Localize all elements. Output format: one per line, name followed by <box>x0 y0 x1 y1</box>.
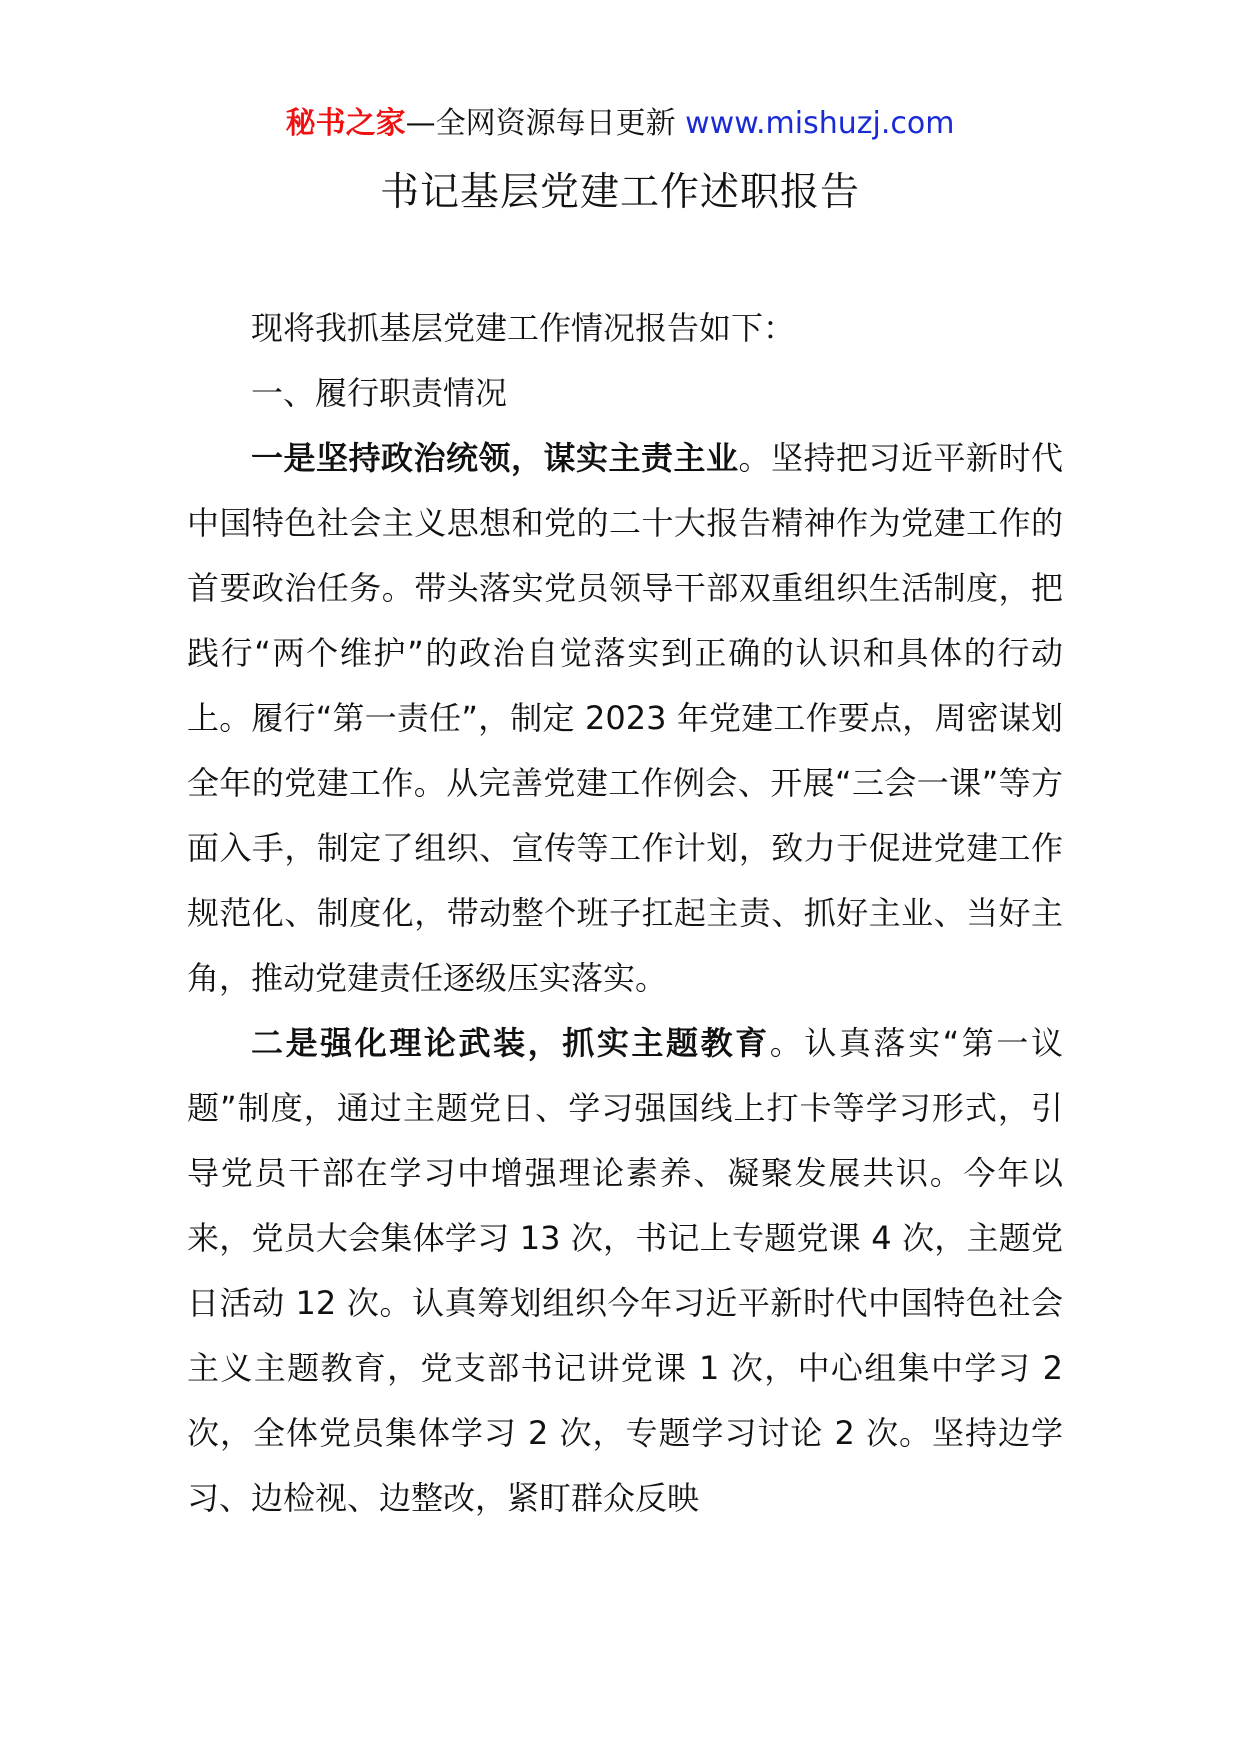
intro-paragraph: 现将我抓基层党建工作情况报告如下： <box>251 309 796 347</box>
site-tagline: —全网资源每日更新 <box>405 106 686 141</box>
paragraph-text: 。认真落实“第一议题”制度，通过主题党日、学习强国线上打卡等学习形式，引导党员干部在学习中增强理论素养、凝聚发展共识。今年以来，党员大会集体学习 13 次，书记上专题党课 4 次，主题党日活动 12 次。认真筹划组织今年习近平新时代中国特色社会主义主题教育，党支部书记讲党课 1 次，中心组集中学习 2 次，全体党员集体学习 2 次，专题学习讨论 2 次。坚持边学习、边检视、边整改，紧盯群众反映 <box>187 1024 1063 1517</box>
body-paragraph <box>187 1011 1063 1531</box>
section-heading: 一、履行职责情况 <box>251 374 508 412</box>
site-url-link[interactable]: www.mishuzj.com <box>685 106 955 141</box>
body-paragraph <box>187 426 1063 1011</box>
paragraph-lead: 一是坚持政治统领，谋实主责主业 <box>251 439 739 477</box>
paragraph-lead: 二是强化理论武装，抓实主题教育 <box>251 1024 770 1062</box>
paragraph-text: 。坚持把习近平新时代中国特色社会主义思想和党的二十大报告精神作为党建工作的首要政治任务。带头落实党员领导干部双重组织生活制度，把践行“两个维护”的政治自觉落实到正确的认识和具体的行动上。履行“第一责任”，制定 2023 年党建工作要点，周密谋划全年的党建工作。从完善党建工作例会、开展“三会一课”等方面入手，制定了组织、宣传等工作计划，致力于促进党建工作规范化、制度化，带动整个班子扛起主责、抓好主业、当好主角，推动党建责任逐级压实落实。 <box>187 439 1063 997</box>
site-brand: 秘书之家 <box>285 106 406 141</box>
site-banner <box>0 100 1240 148</box>
document-title: 书记基层党建工作述职报告 <box>379 170 860 215</box>
document-body <box>187 296 1063 1531</box>
